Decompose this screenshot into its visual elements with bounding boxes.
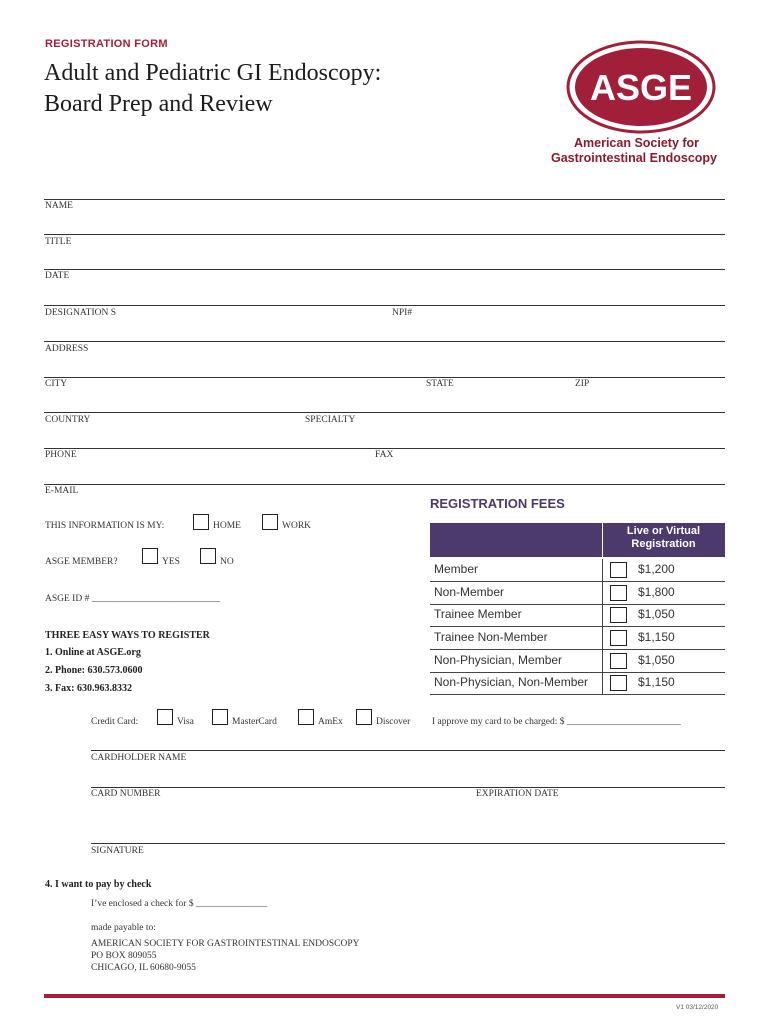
payee-line-3: CHICAGO, IL 60680-9055 <box>91 963 196 973</box>
fee-divider <box>602 627 603 649</box>
specialty-label: SPECIALTY <box>305 415 356 425</box>
asge-id-field[interactable]: ASGE ID # ___________________________ <box>45 594 220 604</box>
visa-label: Visa <box>177 717 194 727</box>
fee-price: $1,050 <box>638 653 675 667</box>
payee-line-1: AMERICAN SOCIETY FOR GASTROINTESTINAL ENDOSCOPY <box>91 939 360 949</box>
version-label: V1 03/12/2020 <box>676 1004 719 1011</box>
npi-label: NPI# <box>392 308 413 318</box>
title-line <box>44 234 725 235</box>
discover-label: Discover <box>376 717 411 727</box>
title-line-2: Board Prep and Review <box>44 91 273 117</box>
cardholder-label: CARDHOLDER NAME <box>91 753 187 763</box>
logo-text: ASGE <box>589 67 693 108</box>
fee-name: Non-Physician, Non-Member <box>434 675 589 689</box>
fee-divider <box>602 604 603 626</box>
member-yes-checkbox[interactable] <box>142 548 158 564</box>
form-label: REGISTRATION FORM <box>45 38 168 50</box>
mastercard-label: MasterCard <box>232 717 277 727</box>
title-line-1: Adult and Pediatric GI Endoscopy: <box>44 60 382 86</box>
phone-line <box>44 448 725 449</box>
fee-price: $1,150 <box>638 675 675 689</box>
fee-checkbox-non-physician-member[interactable] <box>610 653 627 669</box>
credit-card-label: Credit Card: <box>91 717 139 727</box>
fee-divider <box>602 650 603 672</box>
fee-name: Non-Physician, Member <box>434 653 563 667</box>
fee-divider <box>602 559 603 581</box>
date-label: DATE <box>45 271 70 281</box>
email-line <box>44 484 725 485</box>
fax-label: FAX <box>375 450 394 460</box>
fee-price: $1,800 <box>638 585 675 599</box>
fee-row-trainee-member <box>430 604 725 627</box>
name-label: NAME <box>45 201 73 211</box>
discover-checkbox[interactable] <box>356 709 372 725</box>
way-online: 1. Online at ASGE.org <box>45 647 141 658</box>
info-type-label: THIS INFORMATION IS MY: <box>45 521 165 531</box>
country-label: COUNTRY <box>45 415 91 425</box>
designations-label: DESIGNATION S <box>45 308 116 318</box>
fees-column-header: Live or Virtual Registration <box>626 525 701 550</box>
card-number-line <box>91 787 725 788</box>
cardholder-line <box>91 750 725 751</box>
asge-logo <box>566 40 716 135</box>
fee-row-member <box>430 559 725 582</box>
footer-bar <box>44 994 725 998</box>
expiration-label: EXPIRATION DATE <box>476 789 559 799</box>
address-label: ADDRESS <box>45 344 89 354</box>
fee-row-trainee-non-member <box>430 627 725 650</box>
member-no-label: NO <box>220 557 234 567</box>
work-checkbox[interactable] <box>262 514 278 530</box>
fee-row-non-physician-non-member <box>430 672 725 695</box>
signature-label: SIGNATURE <box>91 846 144 856</box>
state-label: STATE <box>426 379 454 389</box>
country-line <box>44 412 725 413</box>
phone-label: PHONE <box>45 450 77 460</box>
date-line <box>44 269 725 270</box>
fee-price: $1,200 <box>638 562 675 576</box>
email-label: E-MAIL <box>45 486 79 496</box>
fee-name: Non-Member <box>434 585 505 599</box>
fees-band-divider <box>602 523 603 557</box>
way-phone: 2. Phone: 630.573.0600 <box>45 665 143 676</box>
fee-row-non-physician-member <box>430 650 725 673</box>
card-number-label: CARD NUMBER <box>91 789 161 799</box>
mastercard-checkbox[interactable] <box>212 709 228 725</box>
member-label: ASGE MEMBER? <box>45 557 118 567</box>
home-checkbox[interactable] <box>193 514 209 530</box>
fees-title: REGISTRATION FEES <box>430 496 565 511</box>
org-name-line-1: American Society for <box>574 136 700 150</box>
city-label: CITY <box>45 379 68 389</box>
fee-name: Member <box>434 562 479 576</box>
work-label: WORK <box>282 521 312 531</box>
fee-checkbox-trainee-non-member[interactable] <box>610 630 627 646</box>
member-no-checkbox[interactable] <box>200 548 216 564</box>
visa-checkbox[interactable] <box>157 709 173 725</box>
org-name-line-2: Gastrointestinal Endoscopy <box>551 151 718 165</box>
title-label: TITLE <box>45 237 72 247</box>
fee-row-non-member <box>430 582 725 605</box>
address-line <box>44 341 725 342</box>
fee-name: Trainee Member <box>434 607 522 621</box>
way-fax: 3. Fax: 630.963.8332 <box>45 683 132 694</box>
check-amount-field[interactable]: I’ve enclosed a check for $ _______________ <box>91 899 268 909</box>
fee-divider <box>602 582 603 604</box>
fee-checkbox-member[interactable] <box>610 562 627 578</box>
approve-charge-field[interactable]: I approve my card to be charged: $ ________________________ <box>432 717 681 727</box>
fee-name: Trainee Non-Member <box>434 630 548 644</box>
check-heading: 4. I want to pay by check <box>45 879 152 890</box>
page-title <box>44 58 381 120</box>
fee-divider <box>602 672 603 694</box>
member-yes-label: YES <box>162 557 180 567</box>
fee-checkbox-non-member[interactable] <box>610 585 627 601</box>
fee-price: $1,050 <box>638 607 675 621</box>
payee-line-2: PO BOX 809055 <box>91 951 157 961</box>
designations-line <box>44 305 725 306</box>
fee-checkbox-non-physician-non-member[interactable] <box>610 675 627 691</box>
payable-label: made payable to: <box>91 923 156 933</box>
city-line <box>44 377 725 378</box>
zip-label: ZIP <box>575 379 590 389</box>
signature-line <box>91 843 725 844</box>
fee-price: $1,150 <box>638 630 675 644</box>
home-label: HOME <box>213 521 241 531</box>
fee-checkbox-trainee-member[interactable] <box>610 607 627 623</box>
amex-label: AmEx <box>318 717 343 727</box>
name-line <box>44 199 725 200</box>
ways-heading: THREE EASY WAYS TO REGISTER <box>45 630 210 641</box>
amex-checkbox[interactable] <box>298 709 314 725</box>
